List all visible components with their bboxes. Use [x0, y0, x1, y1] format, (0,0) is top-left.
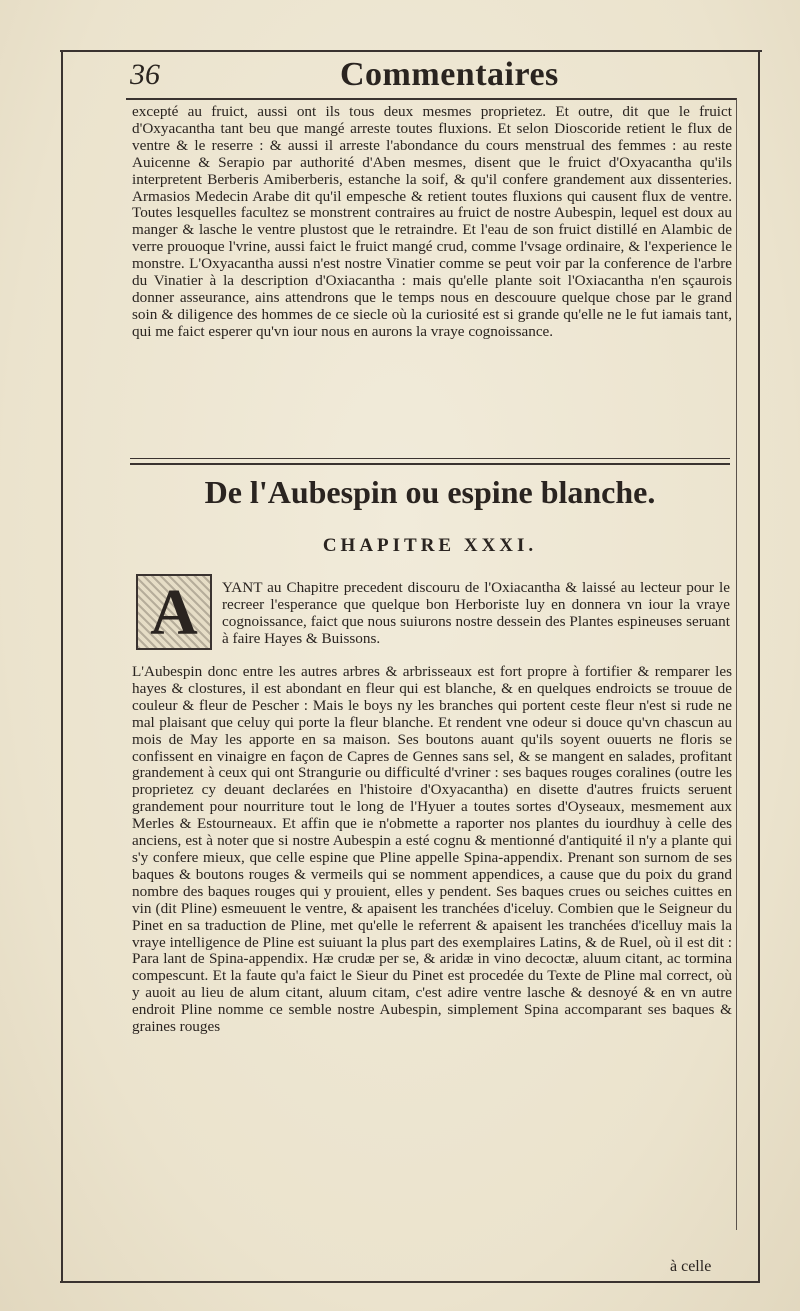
paragraph-continued: excepté au fruict, aussi ont ils tous deux mesmes proprietez. Et outre, dit que le fruict d'Oxyacantha tant beu que mangé arreste toutes fluxions. Et selon Dioscoride retient le flux de ventre & le reserre : & aussi il arreste l'abondance du cours menstrual des femmes : au reste Auicenne & Serapio par authorité d'Aben mesmes, disent que le fruict d'Oxyacantha qu'ils interpretent Berberis Amiberberis, estanche la soif, & qu'il confere grandement aux dissenteries. Armasios Medecin Arabe dit qu'il empesche & retient toutes fluxions qui causent flux de ventre. Toutes lesquelles facultez se monstrent contraires au fruict de nostre Aubespin, lequel est doux au manger & lasche le ventre plustost que le retraindre. Et l'eau de son fruict distillé en Alambic de verre prouoque l'vrine, aussi faict le fruict mangé crud, comme l'vsage ordinaire, & l'experience le monstre. L'Oxyacantha aussi n'est nostre Vinatier comme se peut voir par la conference de l'arbre du Vinatier à la description d'Oxiacantha : mais qu'elle plante soit l'Oxiacantha n'en sçaurois donner asseurance, ains attendrons que le temps nous en descouure quelque chose par le grand soin & diligence des hommes de ce siecle où la curiosité est si grande qu'elle ne le fut iamais tant, qui me faict esperer qu'vn iour nous en aurons la vraye cognoissance.: [132, 103, 732, 340]
frame-right-rule: [758, 50, 760, 1282]
catchword: à celle: [670, 1258, 712, 1275]
chapter-heading: CHAPITRE XXXI.: [322, 535, 538, 556]
section-title: De l'Aubespin ou espine blanche.: [204, 474, 656, 510]
ornamental-initial: [136, 574, 212, 650]
section-separator: [130, 458, 730, 465]
frame-left-rule: [61, 50, 63, 1282]
page-header: [130, 54, 730, 98]
chapter-opening-text: YANT au Chapitre precedent discouru de l'Oxiacantha & laissé au lecteur pour le recreer l'esperance que quelque bon Herboriste luy en donnera vn iour la vraye cognoissance, faict que nous suiurons nostre dessein des Plantes espineuses seruant à faire Hayes & Buissons.: [222, 579, 730, 647]
running-head: Commentaires: [340, 56, 559, 93]
page-number: 36: [130, 58, 160, 91]
initial-letter: A: [150, 576, 198, 649]
top-rule: [60, 50, 762, 52]
bottom-rule: [60, 1281, 760, 1283]
chapter-body-text: L'Aubespin donc entre les autres arbres & arbrisseaux est fort propre à fortifier & remparer les hayes & clostures, il est abondant en fleur qui est blanche, & en quelques endroicts se trouue de couleur & fleur de Pescher : Mais le boys ny les branches qui portent ceste fleur n'est si rude ne mal plaisant que celuy qui porte la fleur blanche. Et rendent vne odeur si douce qu'vn chascun au mois de May les apporte en sa maison. Ses boutons auant qu'ils soyent ouuerts ne floris se confissent en vinaigre en façon de Capres de Gennes sans sel, & se mangent en salades, profitant grandement à ceux qui ont Strangurie ou difficulté d'vriner : ses baques rouges coralines (outre les proprietez cy deuant declarées en l'histoire d'Oxyacantha) en disette d'autres fruicts seruent grandement pour nourriture tout le long de l'Hyuer a toutes sortes d'Oyseaux, mesmement aux Merles & Estourneaux. Et affin que ie n'obmette a raporter nos plantes du iourdhuy à celle des anciens, est à noter que si nostre Aubespin a esté cognu & mentionné d'antiquité il n'y a plante qui s'y confere mieux, que celle espine que Pline appelle Spina-appendix. Prenant son surnom de ses baques & boutons rouges & vermeils qui se nomment appendices, a cause que du poix du grand nombre des baques rouges qui y prouient, elles y pendent. Ses baques crues ou seiches cuittes en vin (dit Pline) esmeuuent le ventre, & apaisent les tranchées d'iceluy. Combien que le Seigneur du Pinet en sa traduction de Pline, met qu'elle le referrent & apaisent les tranchées d'icelluy mais la vraye intelligence de Pline est suiuant la plus part des exemplaires Latins, & de Ruel, où il est dit : Para lant de Spina-appendix. Hæ crudæ per se, & aridæ in vino decoctæ, aluum citant, ac tormina compescunt. Et la faute qu'a faict le Sieur du Pinet est procedée du Texte de Pline mal correct, où y auoit au lieu de alum citant, aluum citam, c'est adire ventre lasche & desnoyé & en vn autre endroit Pline nomme ce semble nostre Aubespin, simplement Spina accomparant ses baques & graines rouges: [132, 663, 732, 1036]
